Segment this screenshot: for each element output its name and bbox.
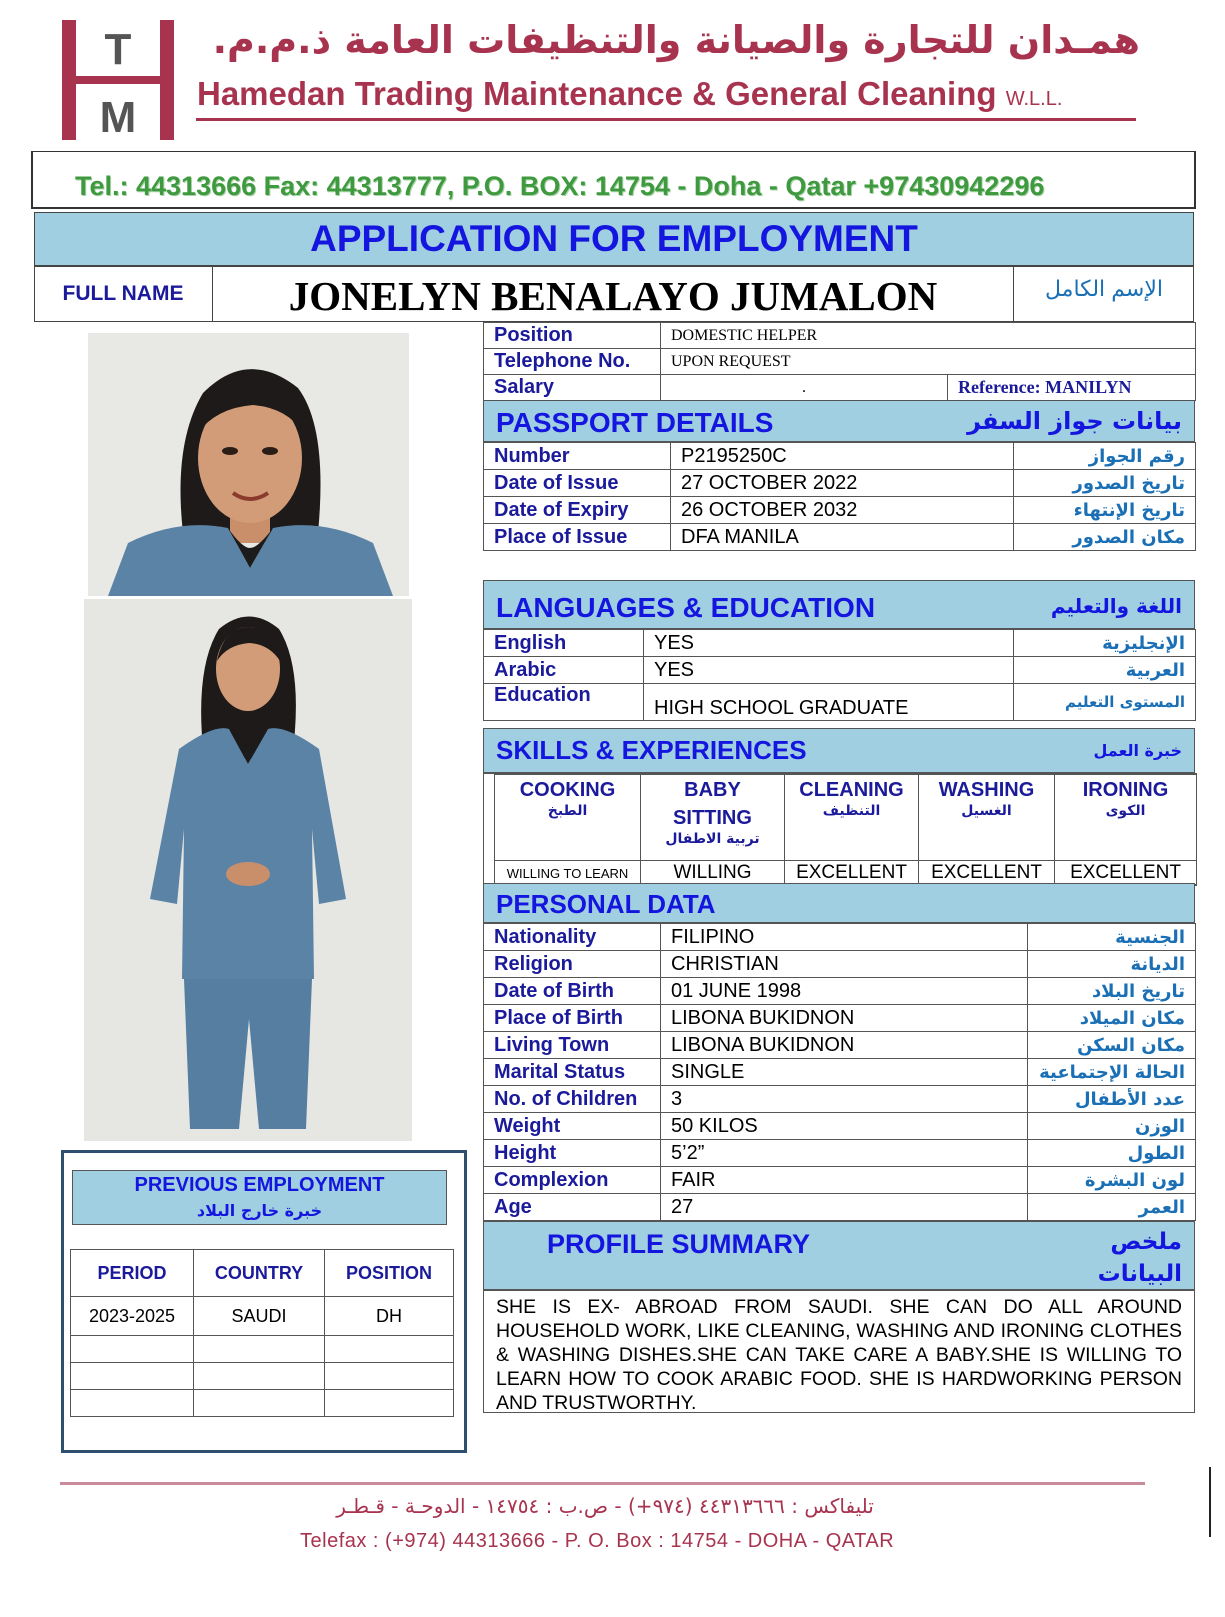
skill-cleaning [785, 775, 919, 861]
personal-label: Height [484, 1140, 661, 1167]
languages-section-header [483, 580, 1195, 629]
personal-label: Marital Status [484, 1059, 661, 1086]
passport-label: Place of Issue [484, 524, 671, 551]
scan-edge-mark [1209, 1467, 1211, 1537]
footer-english: Telefax : (+974) 44313666 - P. O. Box : 14754 - DOHA - QATAR [300, 1530, 895, 1552]
education-value: HIGH SCHOOL GRADUATE [644, 684, 1014, 721]
full-name-label-arabic: الإسم الكامل [1013, 266, 1194, 322]
personal-label: Age [484, 1194, 661, 1221]
personal-label-arabic: عدد الأطفال [1028, 1086, 1196, 1113]
language-value: YES [644, 657, 1014, 684]
passport-value: 26 OCTOBER 2032 [671, 497, 1014, 524]
company-name-english [197, 75, 1062, 113]
passport-title-arabic: بيانات جواز السفر [967, 407, 1182, 435]
table-row [484, 497, 1196, 524]
column-header: COUNTRY [194, 1250, 325, 1297]
personal-label-arabic: مكان السكن [1028, 1032, 1196, 1059]
column-header: PERIOD [71, 1250, 194, 1297]
page-title: APPLICATION FOR EMPLOYMENT [34, 212, 1194, 266]
previous-employment-table [70, 1249, 454, 1417]
summary-title-arabic: ملخص البيانات [1097, 1229, 1182, 1287]
table-row [484, 1005, 1196, 1032]
skill-value: WILLING TO LEARN [495, 861, 641, 886]
passport-label: Date of Issue [484, 470, 671, 497]
table-row [484, 1113, 1196, 1140]
skill-value: EXCELLENT [1055, 861, 1197, 886]
passport-value: P2195250C [671, 443, 1014, 470]
table-row [484, 323, 1196, 349]
passport-label-arabic: مكان الصدور [1014, 524, 1196, 551]
salary-value: . [661, 375, 948, 401]
table-row [484, 1059, 1196, 1086]
position-cell: DH [325, 1297, 454, 1336]
summary-title: PROFILE SUMMARY [547, 1229, 810, 1259]
passport-label-arabic: تاريخ الصدور [1014, 470, 1196, 497]
passport-label-arabic: تاريخ الإنتهاء [1014, 497, 1196, 524]
skill-name-line2: SITTING [673, 807, 752, 829]
full-body-photo [84, 599, 412, 1141]
table-row [484, 349, 1196, 375]
table-row [71, 1390, 454, 1417]
footer-divider [60, 1482, 1145, 1485]
personal-label-arabic: الجنسية [1028, 924, 1196, 951]
table-row [484, 1194, 1196, 1221]
summary-section-header [483, 1221, 1195, 1290]
period-cell: 2023-2025 [71, 1297, 194, 1336]
skill-name-arabic: الكوى [1105, 803, 1146, 819]
personal-label: Living Town [484, 1032, 661, 1059]
skills-section-header [483, 728, 1195, 773]
personal-value: 3 [661, 1086, 1028, 1113]
contact-line: Tel.: 44313666 Fax: 44313777, P.O. BOX: 14754 - Doha - Qatar +97430942296 [75, 171, 1045, 201]
passport-label: Date of Expiry [484, 497, 671, 524]
footer-arabic: تليفاكس : ٤٤٣١٣٦٦٦ (٩٧٤+) - ص.ب : ١٤٧٥٤ - الدوحـة - قـطـر [336, 1494, 874, 1518]
education-label-arabic: المستوى التعليم [1014, 684, 1196, 721]
skill-ironing [1055, 775, 1197, 861]
skills-title: SKILLS & EXPERIENCES [496, 735, 807, 765]
personal-label: Nationality [484, 924, 661, 951]
table-row [484, 375, 1196, 401]
passport-value: DFA MANILA [671, 524, 1014, 551]
table-row [484, 524, 1196, 551]
personal-value: LIBONA BUKIDNON [661, 1032, 1028, 1059]
skills-header-row [495, 775, 1197, 861]
previous-employment-title: PREVIOUS EMPLOYMENT [134, 1174, 385, 1196]
passport-value: 27 OCTOBER 2022 [671, 470, 1014, 497]
language-label: English [484, 630, 644, 657]
logo-letter-m: M [99, 93, 137, 140]
personal-label: Religion [484, 951, 661, 978]
table-row [484, 1032, 1196, 1059]
table-row [484, 1167, 1196, 1194]
table-row [484, 630, 1196, 657]
skill-name: CLEANING [799, 779, 904, 801]
skill-name: BABY [684, 779, 741, 801]
languages-title: LANGUAGES & EDUCATION [496, 592, 876, 623]
languages-table [483, 629, 1196, 721]
language-label-arabic: العربية [1014, 657, 1196, 684]
personal-value: 01 JUNE 1998 [661, 978, 1028, 1005]
skill-washing [919, 775, 1055, 861]
reference-value: Reference: MANILYN [948, 375, 1196, 401]
skill-cooking [495, 775, 641, 861]
table-row [484, 443, 1196, 470]
personal-value: 27 [661, 1194, 1028, 1221]
table-row [484, 1086, 1196, 1113]
skill-name-arabic: تربية الاطفال [665, 831, 760, 847]
telephone-value: UPON REQUEST [661, 349, 1196, 375]
personal-value: SINGLE [661, 1059, 1028, 1086]
full-name-label: FULL NAME [34, 266, 213, 322]
company-name-arabic: همـدان للتجارة والصيانة والتنظيفات العامة ذ.م.م. [212, 18, 1140, 62]
column-header: POSITION [325, 1250, 454, 1297]
language-label: Arabic [484, 657, 644, 684]
salary-label: Salary [484, 375, 661, 401]
personal-label: Place of Birth [484, 1005, 661, 1032]
full-name-value: JONELYN BENALAYO JUMALON [288, 273, 938, 319]
passport-table [483, 442, 1196, 551]
table-row [484, 924, 1196, 951]
skill-value: EXCELLENT [785, 861, 919, 886]
table-row [484, 470, 1196, 497]
passport-label: Number [484, 443, 671, 470]
logo-letter-t: T [104, 25, 132, 74]
basic-info-table [483, 322, 1196, 401]
country-cell: SAUDI [194, 1297, 325, 1336]
personal-label: No. of Children [484, 1086, 661, 1113]
personal-label-arabic: الحالة الإجتماعية [1028, 1059, 1196, 1086]
skills-grid [483, 773, 1197, 885]
personal-label: Weight [484, 1113, 661, 1140]
personal-label-arabic: العمر [1028, 1194, 1196, 1221]
position-label: Position [484, 323, 661, 349]
previous-employment-header [72, 1170, 447, 1225]
company-name-text: Hamedan Trading Maintenance & General Cleaning [197, 75, 997, 112]
personal-label: Date of Birth [484, 978, 661, 1005]
position-value: DOMESTIC HELPER [661, 323, 1196, 349]
previous-employment-title-arabic: خبرة خارج البلاد [196, 1201, 323, 1220]
personal-value: CHRISTIAN [661, 951, 1028, 978]
passport-title: PASSPORT DETAILS [496, 407, 774, 438]
table-row [71, 1297, 454, 1336]
company-suffix: W.L.L. [1005, 88, 1063, 110]
table-row [71, 1336, 454, 1363]
skill-value: EXCELLENT [919, 861, 1055, 886]
table-row [484, 951, 1196, 978]
table-row [484, 684, 1196, 721]
portrait-photo [88, 333, 409, 596]
skill-name-arabic: الطبخ [547, 803, 588, 819]
skills-value-row [495, 861, 1197, 886]
table-row [484, 978, 1196, 1005]
skill-name: COOKING [519, 779, 616, 801]
personal-value: FAIR [661, 1167, 1028, 1194]
personal-label-arabic: لون البشرة [1028, 1167, 1196, 1194]
passport-label-arabic: رقم الجواز [1014, 443, 1196, 470]
personal-table [483, 923, 1196, 1221]
skill-name-arabic: الغسيل [961, 803, 1012, 819]
language-label-arabic: الإنجليزية [1014, 630, 1196, 657]
personal-label-arabic: الوزن [1028, 1113, 1196, 1140]
table-header-row [71, 1250, 454, 1297]
telephone-label: Telephone No. [484, 349, 661, 375]
passport-section-header [483, 400, 1195, 442]
personal-section-header [483, 883, 1195, 923]
skill-value: WILLING [641, 861, 785, 886]
skill-name: IRONING [1082, 779, 1169, 801]
skills-title-arabic: خبرة العمل [1093, 741, 1182, 760]
skill-name-arabic: التنظيف [822, 803, 881, 819]
personal-label-arabic: تاريخ البلاد [1028, 978, 1196, 1005]
skill-baby-sitting [641, 775, 785, 861]
personal-value: 5’2” [661, 1140, 1028, 1167]
table-row [71, 1363, 454, 1390]
personal-value: LIBONA BUKIDNON [661, 1005, 1028, 1032]
personal-label-arabic: مكان الميلاد [1028, 1005, 1196, 1032]
personal-value: 50 KILOS [661, 1113, 1028, 1140]
company-logo [62, 20, 174, 140]
personal-value: FILIPINO [661, 924, 1028, 951]
personal-label: Complexion [484, 1167, 661, 1194]
language-value: YES [644, 630, 1014, 657]
table-row [484, 1140, 1196, 1167]
personal-label-arabic: الطول [1028, 1140, 1196, 1167]
personal-title: PERSONAL DATA [496, 889, 716, 919]
education-label: Education [484, 684, 644, 721]
languages-title-arabic: اللغة والتعليم [1050, 594, 1182, 618]
summary-text: SHE IS EX- ABROAD FROM SAUDI. SHE CAN DO ALL AROUND HOUSEHOLD WORK, LIKE CLEANING, WASHING AND IRONING CLOTHES & WASHING DISHES.SHE CAN TAKE CARE A BABY.SHE IS WILLING TO LEARN HOW TO COOK ARABIC FOOD. SHE IS HARDWORKING PERSON AND TRUSTWORTHY. [483, 1290, 1195, 1413]
header-divider [196, 118, 1136, 121]
table-row [484, 657, 1196, 684]
personal-label-arabic: الديانة [1028, 951, 1196, 978]
skill-name: WASHING [938, 779, 1035, 801]
